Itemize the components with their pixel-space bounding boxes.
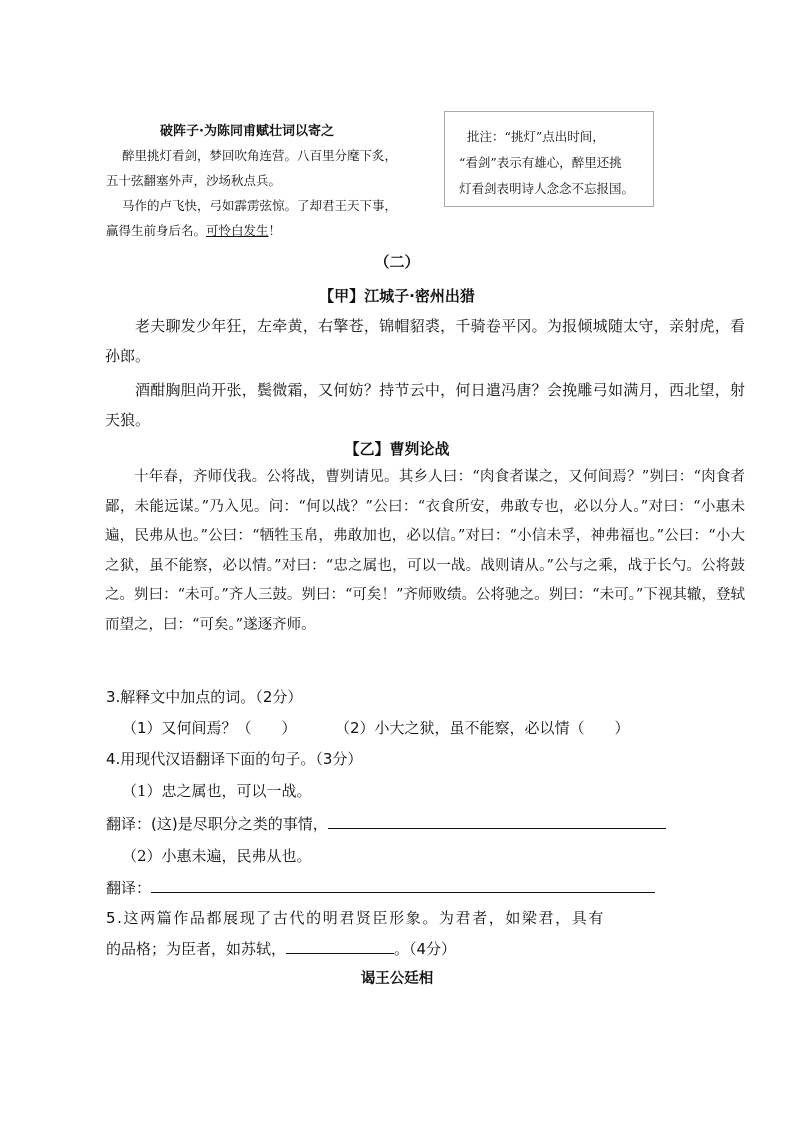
annotation-line-2: “看剑”表示有雄心，醉里还挑: [459, 155, 622, 170]
poem-line-4-underlined: 可怜白发生: [206, 223, 269, 238]
poem-line-3: 马作的卢飞快，弓如霹雳弦惊。了却君王天下事，: [122, 198, 398, 213]
jia-paragraph-1: 老夫聊发少年狂，左牵黄，右擎苍，锦帽貂裘，千骑卷平冈。为报倾城随太守，亲射虎，看孙郎。: [105, 317, 745, 365]
jia-paragraph-2: 酒酣胸胆尚开张，鬓微霜，又何妨？持节云中，何日遣冯唐？会挽雕弓如满月，西北望，射天狼。: [105, 381, 745, 429]
q4-translation-2: [106, 877, 655, 898]
poem-line-4: [106, 221, 281, 239]
q5-line-2-b: 。（4分）: [394, 940, 457, 958]
poem-line-2: 五十弦翻塞外声，沙场秋点兵。: [106, 173, 282, 188]
annotation-line-3: 灯看剑表明诗人念念不忘报国。: [459, 181, 635, 196]
next-section-title: 谒王公廷相: [360, 971, 434, 987]
q4-translation-1-label: 翻译：(这)是尽职分之类的事情，: [106, 815, 328, 833]
q4-translation-1-blank[interactable]: [328, 814, 666, 829]
poem-title: 破阵子·为陈同甫赋壮词以寄之: [160, 124, 334, 139]
q4-stem: 4.用现代汉语翻译下面的句子。（3分）: [106, 750, 363, 768]
jia-title: 【甲】江城子·密州出猎: [319, 287, 475, 305]
q5-line-1: 5.这两篇作品都展现了古代的明君贤臣形象。为君者，如梁君，具有: [106, 909, 605, 927]
q4-translation-2-blank[interactable]: [151, 878, 655, 893]
q4-item-2: （2）小惠未遍，民弗从也。: [122, 847, 312, 865]
q5-line-2-a: 的品格；为臣者，如苏轼，: [106, 940, 287, 958]
yi-paragraph: 十年春，齐师伐我。公将战，曹刿请见。其乡人曰：“肉食者谋之，又何间焉？”刿曰：“肉食者鄙，未能远谋。”乃入见。问：“何以战？”公曰：“衣食所安，弗敢专也，必以分人。”对曰：“小惠未遍，民弗从也。”公曰：“牺牲玉帛，弗敢加也，必以信。”对曰：“小信未孚，神弗福也。”公曰：“小大之狱，虽不能察，必以情。”对曰：“忠之属也，可以一战。战则请从。”公与之乘，战于长勺。公将鼓之。刿曰：“未可。”齐人三鼓。刿曰：“可矣！”齐师败绩。公将驰之。刿曰：“未可。”下视其辙，登轼而望之，曰：“可矣。”遂逐齐师。: [105, 469, 745, 633]
q3-item-2: （2）小大之狱，虽不能察，必以情（ ）: [335, 719, 630, 737]
q4-translation-2-label: 翻译：: [106, 879, 152, 897]
yi-title: 【乙】曹刿论战: [344, 440, 450, 458]
q5-blank[interactable]: [286, 939, 394, 954]
section-heading: （二）: [374, 253, 420, 271]
q3-item-1: （1）又何间焉？（ ）: [122, 719, 297, 737]
q3-stem: 3.解释文中加点的词。（2分）: [106, 688, 303, 706]
q4-item-1: （1）忠之属也，可以一战。: [122, 782, 312, 800]
annotation-line-1: 批注：“挑灯”点出时间，: [467, 129, 605, 144]
poem-line-4-c: ！: [268, 223, 282, 238]
poem-line-1: 醉里挑灯看剑，梦回吹角连营。八百里分麾下炙，: [122, 148, 398, 163]
q5-line-2: [106, 938, 456, 959]
annotation-box: [444, 111, 654, 207]
q4-translation-1: [106, 813, 666, 834]
poem-line-4-a: 赢得生前身后名。: [106, 223, 207, 238]
